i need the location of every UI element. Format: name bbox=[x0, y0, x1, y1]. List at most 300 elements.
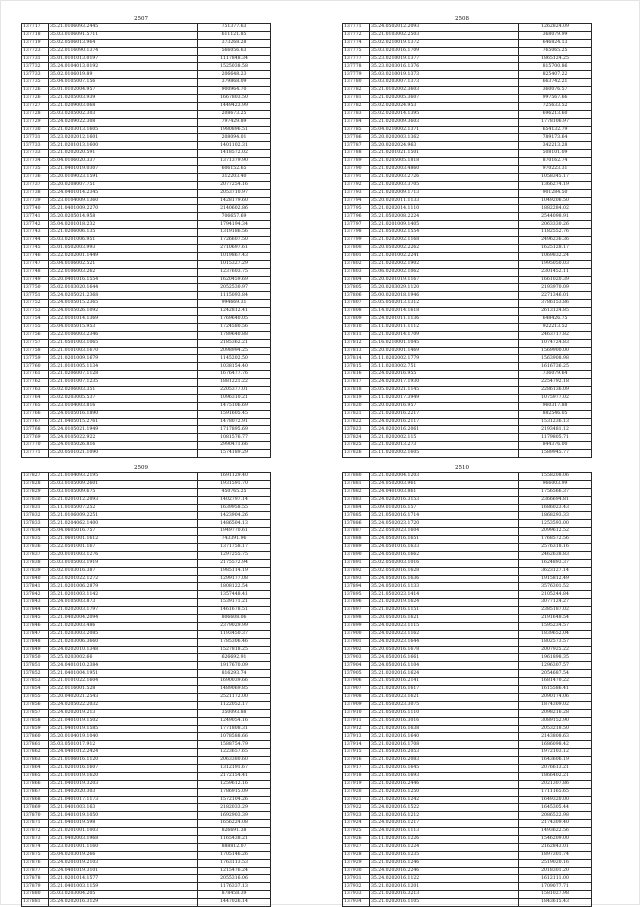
row-id-cell: 137731 bbox=[22, 134, 49, 142]
table-row bbox=[22, 434, 271, 442]
row-id-cell: 137891 bbox=[343, 559, 370, 567]
code-cell: 35.03.0105009.675 bbox=[49, 488, 198, 496]
row-id-cell: 137931 bbox=[343, 875, 370, 883]
row-id-cell: 137748 bbox=[22, 268, 49, 276]
amount-cell: 922213.52 bbox=[519, 323, 592, 331]
code-cell: 35.21.0203006.3660 bbox=[49, 638, 198, 646]
row-id-cell: 137865 bbox=[22, 772, 49, 780]
amount-cell: 646824.13 bbox=[519, 39, 592, 47]
amount-cell: 1145202.50 bbox=[198, 355, 271, 363]
table-row bbox=[22, 268, 271, 276]
table-row bbox=[22, 87, 271, 95]
amount-cell: 1049206.50 bbox=[519, 197, 592, 205]
amount-cell: 2496236.36 bbox=[519, 237, 592, 245]
amount-cell: 1182552.76 bbox=[519, 229, 592, 237]
code-cell: 35.21.0401004.1951 bbox=[49, 670, 198, 678]
code-cell: 35.06.0202002.1062 bbox=[370, 268, 519, 276]
code-cell: 35.25.0203002.66 bbox=[49, 654, 198, 662]
table-row bbox=[22, 788, 271, 796]
amount-cell: 797429.89 bbox=[198, 118, 271, 126]
row-id-cell: 137845 bbox=[22, 615, 49, 623]
row-id-cell: 137924 bbox=[343, 820, 370, 828]
code-cell: 35.21.0202016.2083 bbox=[370, 757, 519, 765]
row-id-cell: 137864 bbox=[22, 764, 49, 772]
table-row bbox=[22, 284, 271, 292]
table-row bbox=[343, 899, 592, 907]
amount-cell: 960317.88 bbox=[519, 402, 592, 410]
row-id-cell: 137879 bbox=[22, 883, 49, 891]
table-row bbox=[22, 835, 271, 843]
table-row bbox=[22, 567, 271, 575]
row-id-cell: 137753 bbox=[22, 308, 49, 316]
row-id-cell: 137771 bbox=[22, 450, 49, 458]
table-row bbox=[22, 591, 271, 599]
row-id-cell: 137877 bbox=[22, 867, 49, 875]
row-id-cell: 137872 bbox=[22, 828, 49, 836]
amount-cell: 2007925.22 bbox=[519, 646, 592, 654]
table-row bbox=[22, 780, 271, 788]
row-id-cell: 137932 bbox=[343, 883, 370, 891]
row-id-cell: 137863 bbox=[22, 757, 49, 765]
table-row bbox=[343, 87, 592, 95]
table-row bbox=[22, 260, 271, 268]
amount-cell: 2055316.06 bbox=[198, 875, 271, 883]
table-row bbox=[22, 615, 271, 623]
amount-cell: 815700.86 bbox=[519, 63, 592, 71]
table-row bbox=[343, 567, 592, 575]
code-cell: 35.23.0301001.1160 bbox=[49, 843, 198, 851]
amount-cell: 2063380.60 bbox=[198, 757, 271, 765]
code-cell: 35.02.0506013.964 bbox=[49, 39, 198, 47]
code-cell: 35.21.0202016.2446 bbox=[370, 780, 519, 788]
table-row bbox=[343, 276, 592, 284]
row-id-cell: 137777 bbox=[343, 55, 370, 63]
row-id-cell: 137849 bbox=[22, 646, 49, 654]
row-id-cell: 137933 bbox=[343, 891, 370, 899]
row-id-cell: 137902 bbox=[343, 646, 370, 654]
amount-cell: 1117848.34 bbox=[198, 55, 271, 63]
row-id-cell: 137731 bbox=[22, 55, 49, 63]
code-cell: 35.24.0205021.2368 bbox=[49, 292, 198, 300]
table-row bbox=[343, 820, 592, 828]
table-row bbox=[343, 480, 592, 488]
table-row bbox=[343, 615, 592, 623]
table-row bbox=[343, 551, 592, 559]
table-row bbox=[343, 851, 592, 859]
code-cell: 35.23.0104003.816 bbox=[49, 402, 198, 410]
code-cell: 35.24.0205022.2032 bbox=[49, 701, 198, 709]
code-cell: 35.21.0106016.1120 bbox=[49, 757, 198, 765]
amount-cell: 1531236.13 bbox=[519, 418, 592, 426]
table-row bbox=[343, 181, 592, 189]
amount-cell: 1418572.02 bbox=[198, 150, 271, 158]
table-row bbox=[343, 166, 592, 174]
row-id-cell: 137875 bbox=[22, 851, 49, 859]
amount-cell: 3623127.14 bbox=[519, 567, 592, 575]
code-cell: 35.11.0202002.1605 bbox=[370, 450, 519, 458]
code-cell: 35.21.0202014.1709 bbox=[370, 331, 519, 339]
amount-cell: 626692.91 bbox=[198, 654, 271, 662]
row-id-cell: 137920 bbox=[343, 788, 370, 796]
row-id-cell: 137719 bbox=[22, 39, 49, 47]
table-row bbox=[22, 323, 271, 331]
amount-cell: 350093.88 bbox=[198, 709, 271, 717]
amount-cell: 1676477.76 bbox=[198, 371, 271, 379]
amount-cell: 1949770.61 bbox=[198, 528, 271, 536]
table-row bbox=[22, 891, 271, 899]
amount-cell: 2021307.86 bbox=[519, 780, 592, 788]
table-row bbox=[343, 118, 592, 126]
code-cell: 35.23.0104009.1360 bbox=[49, 197, 198, 205]
table-row bbox=[22, 158, 271, 166]
row-id-cell: 137907 bbox=[343, 686, 370, 694]
row-id-cell: 137889 bbox=[343, 544, 370, 552]
table-row bbox=[343, 575, 592, 583]
table-row bbox=[22, 308, 271, 316]
amount-cell: 900964.70 bbox=[198, 87, 271, 95]
code-cell: 35.02.0202014.1395 bbox=[370, 110, 519, 118]
table-row bbox=[22, 197, 271, 205]
table-row bbox=[343, 638, 592, 646]
amount-cell: 1176337.13 bbox=[198, 883, 271, 891]
row-id-cell: 137757 bbox=[22, 339, 49, 347]
code-cell: 35.21.0202016.1151 bbox=[370, 607, 519, 615]
amount-cell: 1299177.08 bbox=[198, 575, 271, 583]
row-id-cell: 137873 bbox=[22, 835, 49, 843]
table-row bbox=[343, 237, 592, 245]
amount-cell: 1312191.67 bbox=[198, 764, 271, 772]
table-row bbox=[343, 749, 592, 757]
amount-cell: 2385187.02 bbox=[519, 607, 592, 615]
code-cell: 35.21.0206007.1128 bbox=[49, 371, 198, 379]
code-cell: 35.24.0502016.1104 bbox=[370, 662, 519, 670]
amount-cell: 997567.66 bbox=[519, 95, 592, 103]
data-table bbox=[21, 23, 271, 458]
row-id-cell: 137830 bbox=[22, 496, 49, 504]
code-cell: 35.03.0203016.1709 bbox=[370, 47, 519, 55]
table-row bbox=[343, 323, 592, 331]
table-row bbox=[343, 772, 592, 780]
table-row bbox=[22, 426, 271, 434]
table-row bbox=[343, 379, 592, 387]
amount-cell: 2521172.00 bbox=[198, 693, 271, 701]
row-id-cell: 137747 bbox=[22, 260, 49, 268]
table-row bbox=[22, 473, 271, 481]
table-row bbox=[22, 725, 271, 733]
amount-cell: 1015327.29 bbox=[198, 260, 271, 268]
amount-cell: 1897301.74 bbox=[519, 851, 592, 859]
amount-cell: 368079.99 bbox=[519, 31, 592, 39]
amount-cell: 1882284.02 bbox=[519, 205, 592, 213]
table-row bbox=[343, 780, 592, 788]
row-id-cell: 137809 bbox=[343, 315, 370, 323]
amount-cell: 2143808.63 bbox=[519, 733, 592, 741]
code-cell: 35.21.0106009.2251 bbox=[49, 512, 198, 520]
row-id-cell: 137914 bbox=[343, 741, 370, 749]
row-id-cell: 137882 bbox=[343, 488, 370, 496]
code-cell: 35.20.0502016.1621 bbox=[370, 615, 519, 623]
row-id-cell: 137749 bbox=[22, 276, 49, 284]
amount-cell: 1769640.05 bbox=[198, 315, 271, 323]
code-cell: 35.24.0202023.1115 bbox=[370, 622, 519, 630]
amount-cell: 1686098.42 bbox=[519, 741, 592, 749]
code-cell: 35.14.0202014.1618 bbox=[370, 308, 519, 316]
code-cell: 35.24.0202023.1644 bbox=[370, 638, 519, 646]
row-id-cell: 137839 bbox=[22, 567, 49, 575]
row-id-cell: 137819 bbox=[343, 394, 370, 402]
row-id-cell: 137756 bbox=[22, 331, 49, 339]
table-row bbox=[343, 47, 592, 55]
code-cell: 35.21.0204062.1400 bbox=[49, 520, 198, 528]
table-row bbox=[22, 496, 271, 504]
code-cell: 35.02.0103016.387 bbox=[49, 567, 198, 575]
amount-cell: 1686023.43 bbox=[519, 504, 592, 512]
row-id-cell: 137896 bbox=[343, 599, 370, 607]
amount-cell: 1193450.37 bbox=[198, 630, 271, 638]
row-id-cell: 137816 bbox=[343, 371, 370, 379]
row-id-cell: 137805 bbox=[343, 284, 370, 292]
amount-cell: 1705146.26 bbox=[198, 851, 271, 859]
amount-cell: 1371758.17 bbox=[198, 544, 271, 552]
table-row bbox=[343, 512, 592, 520]
code-cell: 35.11.0202011.1112 bbox=[370, 323, 519, 331]
code-cell: 35.21.0202003.1797 bbox=[49, 607, 198, 615]
row-id-cell: 137761 bbox=[22, 371, 49, 379]
code-cell: 35.24.0105003.873 bbox=[49, 599, 198, 607]
row-id-cell: 137778 bbox=[343, 63, 370, 71]
row-id-cell: 137735 bbox=[22, 166, 49, 174]
code-cell: 35.21.0502008.2224 bbox=[370, 213, 519, 221]
amount-cell: 1461678.51 bbox=[198, 607, 271, 615]
code-cell: 35.23.0201022.1272 bbox=[49, 575, 198, 583]
row-id-cell: 137733 bbox=[22, 150, 49, 158]
row-id-cell: 137791 bbox=[343, 173, 370, 181]
table-row bbox=[343, 173, 592, 181]
row-id-cell: 137862 bbox=[22, 749, 49, 757]
code-cell: 35.24.0502016.1636 bbox=[370, 575, 519, 583]
amount-cell: 1661020.39 bbox=[519, 276, 592, 284]
amount-cell: 1493622.56 bbox=[519, 828, 592, 836]
row-id-cell: 137894 bbox=[343, 583, 370, 591]
amount-cell: 844376.00 bbox=[519, 442, 592, 450]
code-cell: 35.21.0201009.1679 bbox=[49, 355, 198, 363]
table-row bbox=[343, 229, 592, 237]
amount-cell: 2185362.21 bbox=[198, 339, 271, 347]
table-row bbox=[22, 544, 271, 552]
amount-cell: 1616736.25 bbox=[519, 363, 592, 371]
row-id-cell: 137723 bbox=[22, 47, 49, 55]
table-row bbox=[343, 701, 592, 709]
row-id-cell: 137922 bbox=[343, 804, 370, 812]
row-id-cell: 137785 bbox=[343, 126, 370, 134]
amount-cell: 826691.38 bbox=[198, 828, 271, 836]
row-id-cell: 137783 bbox=[343, 110, 370, 118]
row-id-cell: 137858 bbox=[22, 717, 49, 725]
table-row bbox=[22, 520, 271, 528]
row-id-cell: 137846 bbox=[22, 622, 49, 630]
code-cell: 35.24.0502003.961 bbox=[370, 480, 519, 488]
table-row bbox=[343, 488, 592, 496]
amount-cell: 1558208.06 bbox=[519, 473, 592, 481]
amount-cell: 1972103.12 bbox=[519, 749, 592, 757]
amount-cell: 1574189.29 bbox=[198, 450, 271, 458]
amount-cell: 1595234.57 bbox=[519, 622, 592, 630]
table-row bbox=[22, 599, 271, 607]
row-id-cell: 137745 bbox=[22, 244, 49, 252]
amount-cell: 696213.60 bbox=[519, 110, 592, 118]
amount-cell: 3077124.27 bbox=[519, 599, 592, 607]
code-cell: 35.24.0202016.2117 bbox=[370, 418, 519, 426]
row-id-cell: 137841 bbox=[22, 583, 49, 591]
code-cell: 35.03.0105009.2601 bbox=[49, 480, 198, 488]
code-cell: 35.05.0502013.1312 bbox=[370, 300, 519, 308]
amount-cell: 2018301.20 bbox=[519, 867, 592, 875]
code-cell: 35.04.0203019.266 bbox=[49, 851, 198, 859]
table-row bbox=[343, 252, 592, 260]
table-row bbox=[22, 410, 271, 418]
row-id-cell: 137827 bbox=[22, 473, 49, 481]
amount-cell: 1802573.57 bbox=[519, 638, 592, 646]
amount-cell: 1681470.22 bbox=[519, 678, 592, 686]
amount-cell: 379868.09 bbox=[198, 79, 271, 87]
amount-cell: 1074724.83 bbox=[519, 339, 592, 347]
row-id-cell: 137838 bbox=[22, 559, 49, 567]
code-cell: 35.22.0101014.1369 bbox=[49, 315, 198, 323]
amount-cell: 2054687.54 bbox=[519, 670, 592, 678]
table-row bbox=[22, 71, 271, 79]
table-row bbox=[22, 355, 271, 363]
row-id-cell: 137874 bbox=[22, 843, 49, 851]
code-cell: 35.04.0201018.232 bbox=[49, 221, 198, 229]
code-cell: 35.21.0202009.3603 bbox=[370, 118, 519, 126]
amount-cell: 654132.79 bbox=[519, 126, 592, 134]
code-cell: 35.24.0201011.1136 bbox=[370, 315, 519, 323]
section-bottom-left bbox=[21, 464, 261, 907]
table-row bbox=[343, 371, 592, 379]
table-row bbox=[343, 71, 592, 79]
amount-cell: 1423904.26 bbox=[198, 512, 271, 520]
row-id-cell: 137826 bbox=[343, 450, 370, 458]
table-row bbox=[343, 205, 592, 213]
row-id-cell: 137929 bbox=[343, 859, 370, 867]
code-cell: 35.24.0202016.955 bbox=[370, 371, 519, 379]
amount-cell: 882546.05 bbox=[519, 410, 592, 418]
row-id-cell: 137822 bbox=[343, 418, 370, 426]
code-cell: 35.21.0103002.2503 bbox=[370, 31, 519, 39]
code-cell: 35.21.0203013.1605 bbox=[49, 126, 198, 134]
table-row bbox=[343, 796, 592, 804]
code-cell: 35.21.0202016.3213 bbox=[370, 891, 519, 899]
amount-cell: 2175572.94 bbox=[198, 559, 271, 567]
code-cell: 35.20.0101003.1276 bbox=[49, 551, 198, 559]
code-cell: 35.21.0202003.486 bbox=[49, 622, 198, 630]
amount-cell: 1771808.31 bbox=[198, 725, 271, 733]
code-cell: 35.21.0502016.1110 bbox=[370, 709, 519, 717]
row-id-cell: 137843 bbox=[22, 599, 49, 607]
row-id-cell: 137806 bbox=[343, 292, 370, 300]
amount-cell: 1866402.21 bbox=[519, 772, 592, 780]
code-cell: 35.22.0116090.1374 bbox=[49, 47, 198, 55]
amount-cell: 1589945.77 bbox=[519, 450, 592, 458]
amount-cell: 2086522.98 bbox=[519, 812, 592, 820]
code-cell: 35.24.0202016.3129 bbox=[49, 899, 198, 907]
code-cell: 35.21.0401019.1585 bbox=[49, 725, 198, 733]
amount-cell: 1242812.41 bbox=[198, 308, 271, 316]
code-cell: 35.04.0106002.521 bbox=[49, 260, 198, 268]
row-id-cell: 137770 bbox=[22, 442, 49, 450]
code-cell: 35.24.0202019.213 bbox=[49, 709, 198, 717]
table-row bbox=[343, 583, 592, 591]
row-id-cell: 137903 bbox=[343, 654, 370, 662]
amount-cell: 1692903.39 bbox=[198, 812, 271, 820]
table-row bbox=[22, 772, 271, 780]
amount-cell: 1038154.40 bbox=[198, 363, 271, 371]
table-row bbox=[343, 402, 592, 410]
amount-cell: 2098994.25 bbox=[198, 347, 271, 355]
code-cell: 35.21.0202016.1201 bbox=[370, 883, 519, 891]
code-cell: 35.24.0105016.1890 bbox=[49, 410, 198, 418]
table-row bbox=[22, 31, 271, 39]
code-cell: 35.24.0105026.816 bbox=[49, 442, 198, 450]
table-row bbox=[22, 166, 271, 174]
row-id-cell: 137857 bbox=[22, 709, 49, 717]
amount-cell: 1527818.25 bbox=[198, 646, 271, 654]
table-row bbox=[343, 678, 592, 686]
row-id-cell: 137811 bbox=[343, 331, 370, 339]
code-cell: 35.24.0502023.1720 bbox=[370, 520, 519, 528]
code-cell: 35.24.0401012.2424 bbox=[49, 749, 198, 757]
amount-cell: 1539171.21 bbox=[198, 599, 271, 607]
code-cell: 35.24.0502016.1133 bbox=[370, 583, 519, 591]
table-row bbox=[343, 442, 592, 450]
table-row bbox=[22, 638, 271, 646]
code-cell: 35.21.0203003.2085 bbox=[49, 630, 198, 638]
amount-cell: 3576301.52 bbox=[519, 583, 592, 591]
code-cell: 35.21.0202020.591 bbox=[49, 150, 198, 158]
amount-cell: 1401102.31 bbox=[198, 142, 271, 150]
row-id-cell: 137730 bbox=[22, 126, 49, 134]
amount-cell: 1868293.33 bbox=[519, 512, 592, 520]
table-row bbox=[343, 244, 592, 252]
row-id-cell: 137888 bbox=[343, 536, 370, 544]
table-row bbox=[22, 875, 271, 883]
amount-cell: 2286136.09 bbox=[519, 386, 592, 394]
row-id-cell: 137763 bbox=[22, 386, 49, 394]
amount-cell: 2052530.97 bbox=[198, 284, 271, 292]
row-id-cell: 137927 bbox=[343, 843, 370, 851]
code-cell: 35.22.0501001.167 bbox=[49, 544, 198, 552]
table-row bbox=[343, 63, 592, 71]
code-cell: 35.20.0202011.1133 bbox=[370, 197, 519, 205]
amount-cell: 1645305.44 bbox=[519, 804, 592, 812]
amount-cell: 1709077.71 bbox=[519, 883, 592, 891]
row-id-cell: 137885 bbox=[343, 512, 370, 520]
table-row bbox=[343, 528, 592, 536]
row-id-cell: 137717 bbox=[22, 24, 49, 32]
table-row bbox=[22, 654, 271, 662]
table-row bbox=[343, 662, 592, 670]
code-cell: 35.02.0502003.1016 bbox=[370, 559, 519, 567]
amount-cell: 2098216.28 bbox=[519, 709, 592, 717]
amount-cell: 2053710.97 bbox=[198, 189, 271, 197]
code-cell: 35.21.0202016.1624 bbox=[370, 670, 519, 678]
code-cell: 35.21.0202016.1708 bbox=[370, 741, 519, 749]
table-row bbox=[343, 363, 592, 371]
amount-cell: 2099612.52 bbox=[519, 528, 592, 536]
row-id-cell: 137904 bbox=[343, 662, 370, 670]
row-id-cell: 137893 bbox=[343, 575, 370, 583]
amount-cell: 2076613.21 bbox=[519, 764, 592, 772]
